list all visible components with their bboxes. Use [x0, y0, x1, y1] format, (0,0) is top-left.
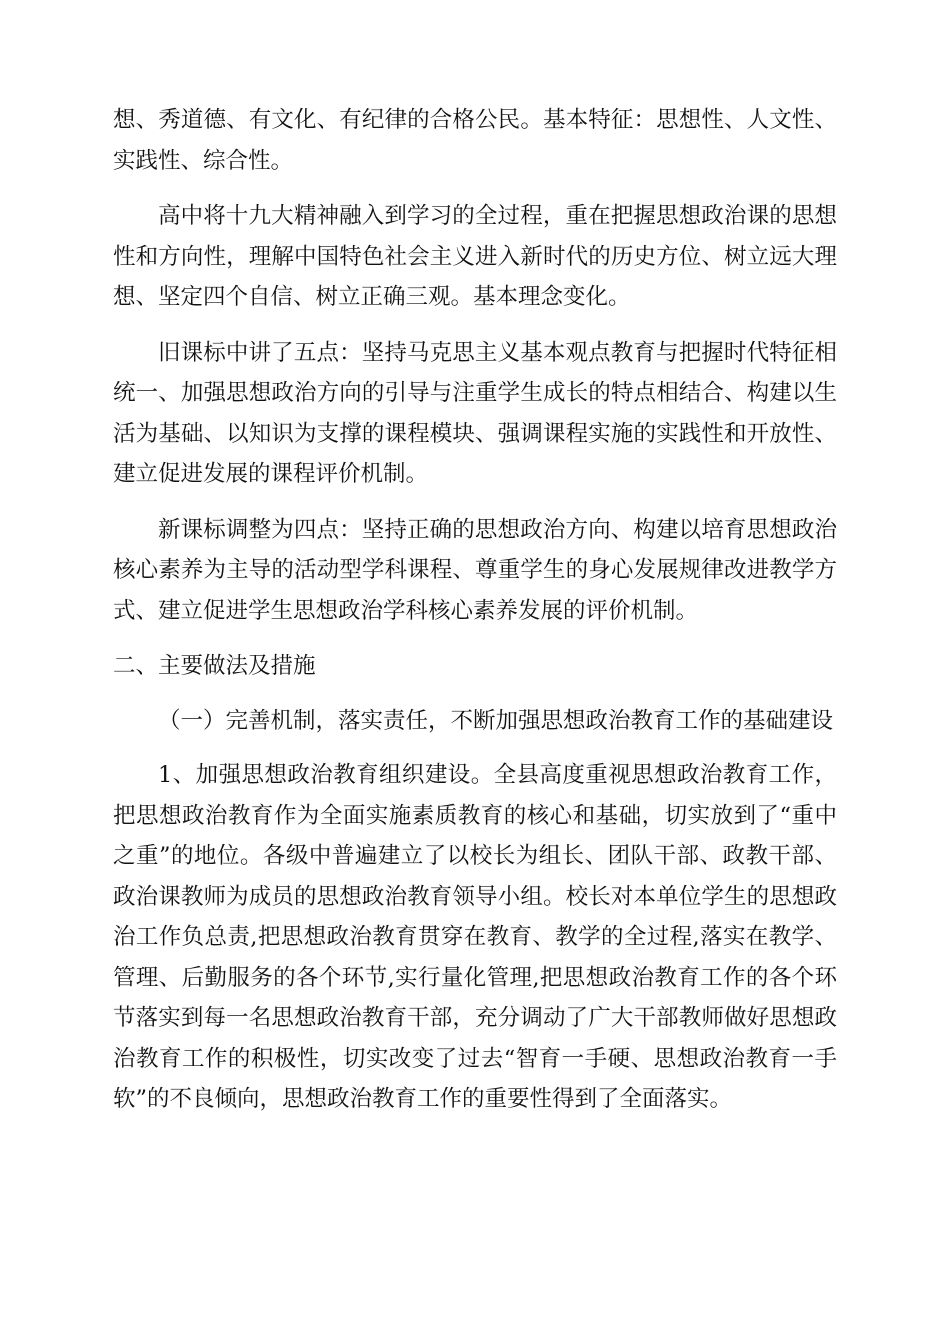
paragraph-high-school: 高中将十九大精神融入到学习的全过程，重在把握思想政治课的思想性和方向性，理解中国特色社会主义进入新时代的历史方位、树立远大理想、坚定四个自信、树立正确三观。基本理念变化。: [113, 203, 837, 310]
paragraph-old-standard: 旧课标中讲了五点：坚持马克思主义基本观点教育与把握时代特征相统一、加强思想政治方向的引导与注重学生成长的特点相结合、构建以生活为基础、以知识为支撑的课程模块、强调课程实施的实践性和开放性、建立促进发展的课程评价机制。: [113, 339, 837, 487]
paragraph-continuation: 想、秀道德、有文化、有纪律的合格公民。基本特征：思想性、人文性、实践性、综合性。: [113, 107, 837, 174]
section-heading: 二、主要做法及措施: [113, 653, 316, 679]
paragraph-new-standard: 新课标调整为四点：坚持正确的思想政治方向、构建以培育思想政治核心素养为主导的活动型学科课程、尊重学生的身心发展规律改进教学方式、建立促进学生思想政治学科核心素养发展的评价机制。: [113, 516, 837, 624]
subsection-heading: （一）完善机制，落实责任，不断加强思想政治教育工作的基础建设: [158, 707, 834, 734]
paragraph-organization: 1、加强思想政治教育组织建设。全县高度重视思想政治教育工作，把思想政治教育作为全面实施素质教育的核心和基础，切实放到了“重中之重”的地位。各级中普遍建立了以校长为组长、团队干部、政教干部、政治课教师为成员的思想政治教育领导小组。校长对本单位学生的思想政治工作负总责,把思想政治教育贯穿在教育、教学的全过程,落实在教学、管理、后勤服务的各个环节,实行量化管理,把思想政治教育工作的各个环节落实到每一名思想政治教育干部，充分调动了广大干部教师做好思想政治教育工作的积极性，切实改变了过去“智育一手硬、思想政治教育一手软”的不良倾向，思想政治教育工作的重要性得到了全面落实。: [113, 762, 837, 1112]
document-body: [113, 100, 837, 1135]
